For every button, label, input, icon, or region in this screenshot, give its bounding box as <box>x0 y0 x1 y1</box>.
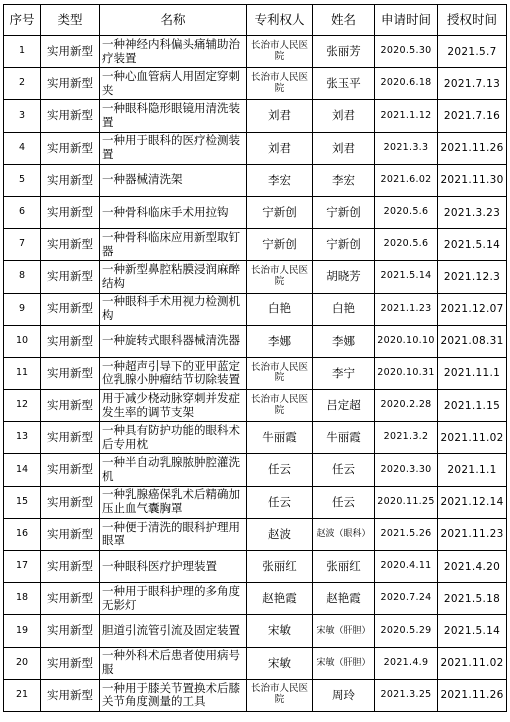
table-row <box>4 390 507 422</box>
cell-name: 一种用于膝关节置换术后膝关节角度测量的工具 <box>100 679 247 711</box>
header-grant-date: 授权时间 <box>438 5 507 36</box>
cell-no: 12 <box>4 390 41 422</box>
cell-apply-date: 2021.5.26 <box>375 518 438 550</box>
cell-owner: 任云 <box>247 486 313 518</box>
table-row <box>4 68 507 100</box>
cell-apply-date: 2020.2.28 <box>375 390 438 422</box>
cell-apply-date: 2020.7.24 <box>375 583 438 615</box>
cell-apply-date: 2020.11.25 <box>375 486 438 518</box>
cell-grant-date: 2021.12.3 <box>438 261 507 293</box>
patent-table <box>3 4 507 712</box>
cell-grant-date: 2021.11.26 <box>438 132 507 164</box>
cell-name: 一种半自动乳腺脓肿腔灌洗机 <box>100 454 247 486</box>
cell-type: 实用新型 <box>41 679 100 711</box>
cell-grant-date: 2021.11.1 <box>438 357 507 389</box>
cell-no: 16 <box>4 518 41 550</box>
cell-apply-date: 2020.6.18 <box>375 68 438 100</box>
cell-type: 实用新型 <box>41 454 100 486</box>
cell-no: 13 <box>4 422 41 454</box>
table-row <box>4 36 507 68</box>
cell-person: 宁新创 <box>313 196 375 228</box>
cell-apply-date: 2021.1.12 <box>375 100 438 132</box>
cell-person: 赵波（眼科） <box>313 518 375 550</box>
cell-person: 任云 <box>313 454 375 486</box>
cell-apply-date: 2021.3.3 <box>375 132 438 164</box>
cell-grant-date: 2021.12.07 <box>438 293 507 325</box>
cell-no: 17 <box>4 551 41 583</box>
table-row <box>4 164 507 196</box>
cell-name: 一种用于眼科的医疗检测装置 <box>100 132 247 164</box>
cell-owner: 牛丽霞 <box>247 422 313 454</box>
cell-no: 21 <box>4 679 41 711</box>
cell-grant-date: 2021.4.20 <box>438 551 507 583</box>
cell-name: 用于减少桡动脉穿刺并发症发生率的调节支架 <box>100 390 247 422</box>
cell-apply-date: 2020.10.10 <box>375 325 438 357</box>
cell-owner: 赵波 <box>247 518 313 550</box>
cell-apply-date: 2020.4.11 <box>375 551 438 583</box>
cell-no: 5 <box>4 164 41 196</box>
table-row <box>4 615 507 647</box>
cell-type: 实用新型 <box>41 261 100 293</box>
cell-person: 李娜 <box>313 325 375 357</box>
cell-grant-date: 2021.3.23 <box>438 196 507 228</box>
table-row <box>4 679 507 711</box>
cell-type: 实用新型 <box>41 357 100 389</box>
cell-owner: 长治市人民医院 <box>247 68 313 100</box>
cell-apply-date: 2020.5.6 <box>375 229 438 261</box>
cell-no: 2 <box>4 68 41 100</box>
cell-type: 实用新型 <box>41 132 100 164</box>
cell-person: 宋敏（肝胆） <box>313 647 375 679</box>
cell-person: 宋敏（肝胆） <box>313 615 375 647</box>
cell-name: 一种心血管病人用固定穿刺夹 <box>100 68 247 100</box>
cell-type: 实用新型 <box>41 293 100 325</box>
cell-apply-date: 2021.6.02 <box>375 164 438 196</box>
table-row <box>4 357 507 389</box>
cell-no: 9 <box>4 293 41 325</box>
cell-type: 实用新型 <box>41 615 100 647</box>
cell-type: 实用新型 <box>41 229 100 261</box>
table-row <box>4 229 507 261</box>
cell-name: 一种外科术后患者使用病号服 <box>100 647 247 679</box>
cell-apply-date: 2020.5.30 <box>375 36 438 68</box>
cell-name: 一种用于眼科护理的多角度无影灯 <box>100 583 247 615</box>
cell-no: 8 <box>4 261 41 293</box>
cell-person: 吕定超 <box>313 390 375 422</box>
cell-person: 李宏 <box>313 164 375 196</box>
cell-no: 11 <box>4 357 41 389</box>
cell-apply-date: 2020.5.29 <box>375 615 438 647</box>
cell-grant-date: 2021.5.7 <box>438 36 507 68</box>
cell-grant-date: 2021.11.26 <box>438 679 507 711</box>
cell-owner: 长治市人民医院 <box>247 679 313 711</box>
cell-person: 刘君 <box>313 132 375 164</box>
cell-no: 15 <box>4 486 41 518</box>
cell-person: 牛丽霞 <box>313 422 375 454</box>
cell-person: 张丽红 <box>313 551 375 583</box>
cell-type: 实用新型 <box>41 422 100 454</box>
cell-no: 18 <box>4 583 41 615</box>
cell-person: 任云 <box>313 486 375 518</box>
cell-person: 刘君 <box>313 100 375 132</box>
header-name: 名称 <box>100 5 247 36</box>
cell-apply-date: 2021.5.14 <box>375 261 438 293</box>
cell-apply-date: 2021.3.2 <box>375 422 438 454</box>
cell-grant-date: 2021.5.14 <box>438 615 507 647</box>
table-row <box>4 261 507 293</box>
table-row <box>4 486 507 518</box>
cell-name: 一种器械清洗架 <box>100 164 247 196</box>
cell-owner: 长治市人民医院 <box>247 261 313 293</box>
cell-person: 赵艳霞 <box>313 583 375 615</box>
cell-name: 一种骨科临床手术用拉钩 <box>100 196 247 228</box>
table-row <box>4 422 507 454</box>
cell-type: 实用新型 <box>41 164 100 196</box>
cell-apply-date: 2021.4.9 <box>375 647 438 679</box>
cell-person: 张丽芳 <box>313 36 375 68</box>
cell-owner: 赵艳霞 <box>247 583 313 615</box>
cell-apply-date: 2020.10.31 <box>375 357 438 389</box>
table-body <box>4 36 507 712</box>
cell-name: 一种旋转式眼科器械清洗器 <box>100 325 247 357</box>
cell-apply-date: 2020.3.30 <box>375 454 438 486</box>
cell-owner: 张丽红 <box>247 551 313 583</box>
cell-owner: 长治市人民医院 <box>247 36 313 68</box>
cell-name: 一种新型鼻腔粘膜浸润麻醉结构 <box>100 261 247 293</box>
table-row <box>4 196 507 228</box>
cell-no: 10 <box>4 325 41 357</box>
cell-grant-date: 2021.5.14 <box>438 229 507 261</box>
cell-apply-date: 2020.5.6 <box>375 196 438 228</box>
cell-grant-date: 2021.7.16 <box>438 100 507 132</box>
cell-owner: 宁新创 <box>247 196 313 228</box>
header-owner: 专利权人 <box>247 5 313 36</box>
cell-grant-date: 2021.08.31 <box>438 325 507 357</box>
header-no: 序号 <box>4 5 41 36</box>
cell-owner: 任云 <box>247 454 313 486</box>
cell-grant-date: 2021.1.15 <box>438 390 507 422</box>
cell-grant-date: 2021.5.18 <box>438 583 507 615</box>
cell-owner: 李宏 <box>247 164 313 196</box>
cell-no: 3 <box>4 100 41 132</box>
cell-apply-date: 2021.3.25 <box>375 679 438 711</box>
cell-no: 20 <box>4 647 41 679</box>
cell-person: 张玉平 <box>313 68 375 100</box>
cell-no: 6 <box>4 196 41 228</box>
table-row <box>4 325 507 357</box>
cell-name: 一种眼科医疗护理装置 <box>100 551 247 583</box>
header-person: 姓名 <box>313 5 375 36</box>
cell-type: 实用新型 <box>41 551 100 583</box>
cell-owner: 李娜 <box>247 325 313 357</box>
cell-type: 实用新型 <box>41 583 100 615</box>
cell-grant-date: 2021.1.1 <box>438 454 507 486</box>
cell-type: 实用新型 <box>41 647 100 679</box>
cell-person: 周玲 <box>313 679 375 711</box>
cell-owner: 长治市人民医院 <box>247 357 313 389</box>
table-row <box>4 100 507 132</box>
cell-type: 实用新型 <box>41 486 100 518</box>
table-row <box>4 583 507 615</box>
cell-owner: 宁新创 <box>247 229 313 261</box>
header-row <box>4 5 507 36</box>
cell-type: 实用新型 <box>41 100 100 132</box>
cell-name: 一种眼科手术用视力检测机构 <box>100 293 247 325</box>
cell-owner: 长治市人民医院 <box>247 390 313 422</box>
cell-grant-date: 2021.7.13 <box>438 68 507 100</box>
table-row <box>4 293 507 325</box>
cell-name: 一种便于清洗的眼科护理用眼罩 <box>100 518 247 550</box>
cell-no: 14 <box>4 454 41 486</box>
cell-no: 7 <box>4 229 41 261</box>
header-type: 类型 <box>41 5 100 36</box>
cell-grant-date: 2021.11.02 <box>438 647 507 679</box>
cell-name: 一种乳腺癌保乳术后精确加压止血气囊胸罩 <box>100 486 247 518</box>
cell-type: 实用新型 <box>41 36 100 68</box>
cell-type: 实用新型 <box>41 518 100 550</box>
cell-name: 一种具有防护功能的眼科术后专用枕 <box>100 422 247 454</box>
cell-grant-date: 2021.11.23 <box>438 518 507 550</box>
cell-no: 4 <box>4 132 41 164</box>
cell-type: 实用新型 <box>41 68 100 100</box>
table-row <box>4 454 507 486</box>
cell-owner: 白艳 <box>247 293 313 325</box>
cell-no: 19 <box>4 615 41 647</box>
cell-name: 一种神经内科偏头痛辅助治疗装置 <box>100 36 247 68</box>
cell-grant-date: 2021.12.14 <box>438 486 507 518</box>
table-row <box>4 551 507 583</box>
cell-name: 一种眼科隐形眼镜用清洗装置 <box>100 100 247 132</box>
cell-apply-date: 2021.1.23 <box>375 293 438 325</box>
table-row <box>4 647 507 679</box>
cell-no: 1 <box>4 36 41 68</box>
cell-name: 一种骨科临床应用新型取钉器 <box>100 229 247 261</box>
cell-person: 宁新创 <box>313 229 375 261</box>
cell-name: 一种超声引导下的亚甲蓝定位乳腺小肿瘤结节切除装置 <box>100 357 247 389</box>
cell-person: 胡晓芳 <box>313 261 375 293</box>
table-row <box>4 132 507 164</box>
table-header <box>4 5 507 36</box>
cell-grant-date: 2021.11.30 <box>438 164 507 196</box>
cell-type: 实用新型 <box>41 390 100 422</box>
cell-owner: 宋敏 <box>247 647 313 679</box>
cell-owner: 宋敏 <box>247 615 313 647</box>
header-apply-date: 申请时间 <box>375 5 438 36</box>
cell-grant-date: 2021.11.02 <box>438 422 507 454</box>
cell-type: 实用新型 <box>41 196 100 228</box>
cell-type: 实用新型 <box>41 325 100 357</box>
cell-name: 胆道引流管引流及固定装置 <box>100 615 247 647</box>
cell-person: 白艳 <box>313 293 375 325</box>
cell-owner: 刘君 <box>247 100 313 132</box>
cell-owner: 刘君 <box>247 132 313 164</box>
table-row <box>4 518 507 550</box>
cell-person: 李宁 <box>313 357 375 389</box>
